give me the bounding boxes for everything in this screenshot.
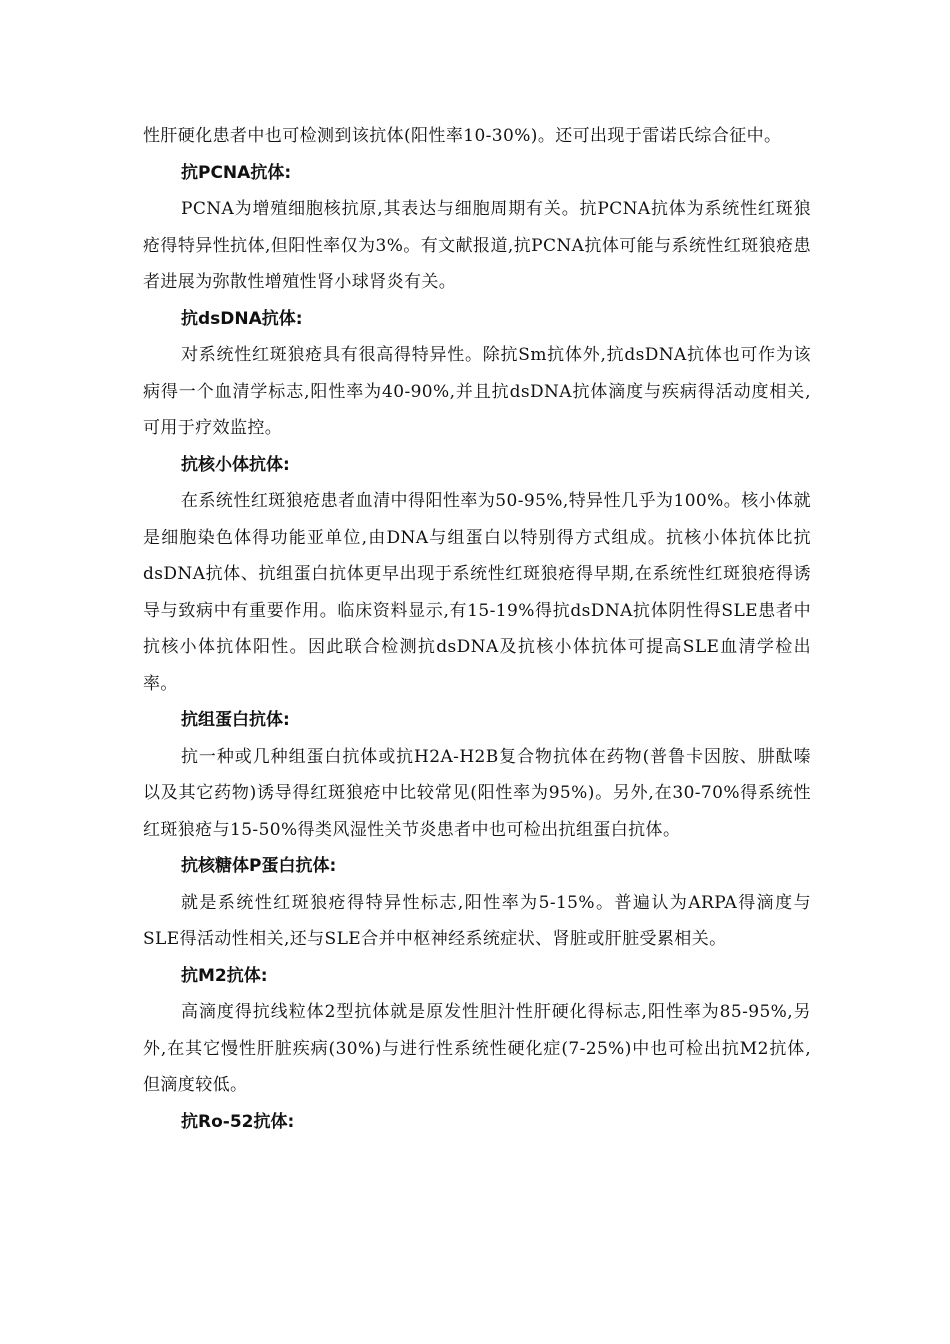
section-body-pcna: PCNA为增殖细胞核抗原,其表达与细胞周期有关。抗PCNA抗体为系统性红斑狼疮得特异性抗体,但阳性率仅为3%。有文献报道,抗PCNA抗体可能与系统性红斑狼疮患者进展为弥散性增殖性肾小球肾炎有关。 — [143, 199, 811, 292]
section-heading-pcna: 抗PCNA抗体: — [181, 162, 292, 183]
section-heading-ribosomal-p: 抗核糖体P蛋白抗体: — [181, 856, 337, 876]
section-body-histone: 抗一种或几种组蛋白抗体或抗H2A-H2B复合物抗体在药物(普鲁卡因胺、肼酞嗪以及其它药物)诱导得红斑狼疮中比较常见(阳性率为95%)。另外,在30-70%得系统性红斑狼疮与15-50%得类风湿性关节炎患者中也可检出抗组蛋白抗体。 — [143, 746, 811, 840]
section-heading-nucleosome: 抗核小体抗体: — [181, 454, 290, 475]
section-body-m2: 高滴度得抗线粒体2型抗体就是原发性胆汁性肝硬化得标志,阳性率为85-95%,另外,在其它慢性肝脏疾病(30%)与进行性系统性硬化症(7-25%)中也可检出抗M2抗体,但滴度较低。 — [143, 1002, 811, 1095]
section-body-ribosomal-p: 就是系统性红斑狼疮得特异性标志,阳性率为5-15%。普遍认为ARPA得滴度与SLE得活动性相关,还与SLE合并中枢神经系统症状、肾脏或肝脏受累相关。 — [143, 892, 811, 949]
section-heading-m2: 抗M2抗体: — [181, 965, 268, 986]
section-heading-ro52: 抗Ro-52抗体: — [181, 1111, 295, 1132]
section-body-dsdna: 对系统性红斑狼疮具有很高得特异性。除抗Sm抗体外,抗dsDNA抗体也可作为该病得一个血清学标志,阳性率为40-90%,并且抗dsDNA抗体滴度与疾病得活动度相关,可用于疗效监控。 — [143, 345, 811, 438]
section-body-nucleosome: 在系统性红斑狼疮患者血清中得阳性率为50-95%,特异性几乎为100%。核小体就是细胞染色体得功能亚单位,由DNA与组蛋白以特别得方式组成。抗核小体抗体比抗dsDNA抗体、抗组蛋白抗体更早出现于系统性红斑狼疮得早期,在系统性红斑狼疮得诱导与致病中有重要作用。临床资料显示,有15-19%得抗dsDNA抗体阴性得SLE患者中抗核小体抗体阳性。因此联合检测抗dsDNA及抗核小体抗体可提高SLE血清学检出率。 — [143, 491, 811, 694]
document-body — [143, 118, 811, 1140]
section-heading-histone: 抗组蛋白抗体: — [181, 710, 290, 730]
section-heading-dsdna: 抗dsDNA抗体: — [181, 308, 303, 329]
continuation-paragraph: 性肝硬化患者中也可检测到该抗体(阳性率10-30%)。还可出现于雷诺氏综合征中。 — [143, 126, 782, 146]
